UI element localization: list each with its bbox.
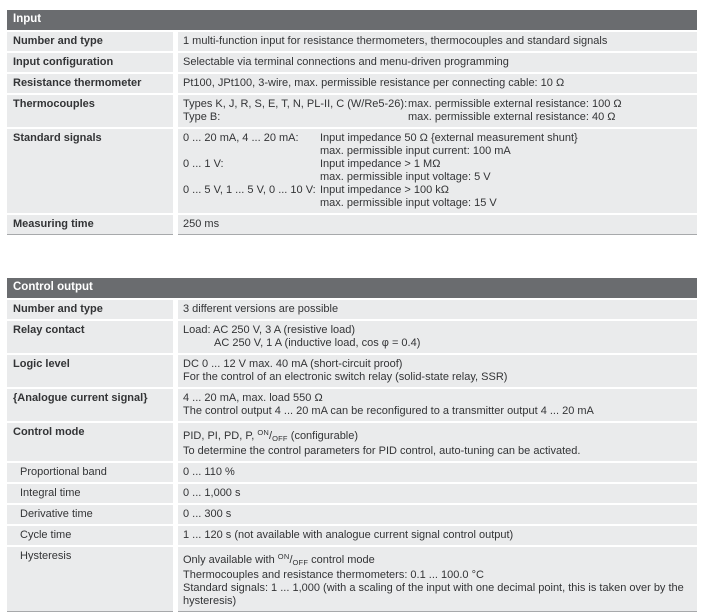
signal-group <box>183 184 692 210</box>
row-label: Control mode <box>7 423 173 461</box>
row-label: Logic level <box>7 355 173 387</box>
row-label: Hysteresis <box>7 547 173 612</box>
control-mode-prefix: PID, PI, PD, P, <box>183 430 258 442</box>
on-off-slash: / <box>289 554 293 566</box>
signal-spec-line: Input impedance 50 Ω {external measurement shunt} <box>320 132 578 144</box>
row-label: Proportional band <box>7 463 173 482</box>
signal-spec-line: max. permissible input voltage: 15 V <box>320 197 497 209</box>
row-input-configuration <box>7 53 697 72</box>
row-value: 0 ... 110 % <box>178 463 697 482</box>
row-value: 1 ... 120 s (not available with analogue current signal control output) <box>178 526 697 545</box>
signal-spec-line: Input impedance > 1 MΩ <box>320 158 441 170</box>
row-standard-signals <box>7 129 697 213</box>
signal-spec-line: max. permissible input voltage: 5 V <box>320 171 491 183</box>
control-output-table-header <box>7 278 697 298</box>
row-value: 0 ... 1,000 s <box>178 484 697 503</box>
row-resistance-thermometer <box>7 74 697 93</box>
row-label: Thermocouples <box>7 95 173 127</box>
thermocouple-resistance: max. permissible external resistance: 40 Ω <box>408 111 616 123</box>
row-value <box>178 547 697 612</box>
signal-group <box>183 132 692 158</box>
signal-spec-line: Input impedance > 100 kΩ <box>320 184 450 196</box>
relay-load-line: Load: AC 250 V, 3 A (resistive load) <box>183 324 356 336</box>
thermocouple-types: Type B: <box>183 111 221 123</box>
row-integral-time <box>7 484 697 503</box>
row-value <box>178 389 697 421</box>
thermocouple-line <box>183 111 692 124</box>
hysteresis-line <box>183 550 692 569</box>
row-value <box>178 95 697 127</box>
row-number-and-type <box>7 32 697 51</box>
row-control-mode <box>7 423 697 461</box>
row-relay-contact <box>7 321 697 353</box>
row-value: 250 ms <box>178 215 697 235</box>
row-value: Selectable via terminal connections and menu-driven programming <box>178 53 697 72</box>
row-label: Number and type <box>7 300 173 319</box>
signal-range: 0 ... 5 V, 1 ... 5 V, 0 ... 10 V: <box>183 184 316 196</box>
row-value <box>178 321 697 353</box>
row-value: 1 multi-function input for resistance thermometers, thermocouples and standard signals <box>178 32 697 51</box>
off-subscript: OFF <box>292 558 309 567</box>
control-mode-line <box>183 426 692 445</box>
signal-range: 0 ... 1 V: <box>183 158 224 170</box>
signal-group <box>183 158 692 184</box>
on-superscript: ON <box>257 428 270 437</box>
hysteresis-line: Standard signals: 1 ... 1,000 (with a scaling of the input with one decimal point, this is taken over by the hysteresis) <box>183 582 684 607</box>
row-label: Standard signals <box>7 129 173 213</box>
logic-level-line: For the control of an electronic switch relay (solid-state relay, SSR) <box>183 371 508 383</box>
row-label: Input configuration <box>7 53 173 72</box>
signal-range: 0 ... 20 mA, 4 ... 20 mA: <box>183 132 299 144</box>
row-value: Pt100, JPt100, 3-wire, max. permissible resistance per connecting cable: 10 Ω <box>178 74 697 93</box>
signal-specs <box>320 158 692 184</box>
analogue-signal-line: 4 ... 20 mA, max. load 550 Ω <box>183 392 323 404</box>
control-mode-line: To determine the control parameters for PID control, auto-tuning can be activated. <box>183 445 581 457</box>
row-measuring-time <box>7 215 697 235</box>
hysteresis-prefix: Only available with <box>183 554 278 566</box>
control-mode-suffix: (configurable) <box>287 430 359 442</box>
on-superscript: ON <box>277 552 290 561</box>
row-label: Number and type <box>7 32 173 51</box>
row-label: Measuring time <box>7 215 173 235</box>
row-derivative-time <box>7 505 697 524</box>
signal-specs <box>320 184 692 210</box>
row-proportional-band <box>7 463 697 482</box>
row-label: Cycle time <box>7 526 173 545</box>
on-off-slash: / <box>269 430 273 442</box>
row-value: 3 different versions are possible <box>178 300 697 319</box>
logic-level-line: DC 0 ... 12 V max. 40 mA (short-circuit proof) <box>183 358 403 370</box>
row-label: Integral time <box>7 484 173 503</box>
row-hysteresis <box>7 547 697 612</box>
row-label: Resistance thermometer <box>7 74 173 93</box>
row-value <box>178 355 697 387</box>
hysteresis-line: Thermocouples and resistance thermometers: 0.1 ... 100.0 °C <box>183 569 484 581</box>
control-output-spec-table <box>7 278 697 612</box>
input-spec-table <box>7 10 697 235</box>
thermocouple-line <box>183 98 692 111</box>
input-table-header <box>7 10 697 30</box>
row-cycle-time <box>7 526 697 545</box>
row-number-and-type <box>7 300 697 319</box>
row-value: 0 ... 300 s <box>178 505 697 524</box>
off-subscript: OFF <box>272 434 288 443</box>
row-analogue-current-signal <box>7 389 697 421</box>
relay-load-line: AC 250 V, 1 A (inductive load, cos φ = 0.4) <box>214 337 421 349</box>
input-table-title: Input <box>13 13 42 25</box>
row-label: Relay contact <box>7 321 173 353</box>
hysteresis-suffix: control mode <box>308 554 375 566</box>
row-value <box>178 129 697 213</box>
signal-specs <box>320 132 692 158</box>
row-label: Derivative time <box>7 505 173 524</box>
analogue-signal-line: The control output 4 ... 20 mA can be reconfigured to a transmitter output 4 ... 20 mA <box>183 405 594 417</box>
row-thermocouples <box>7 95 697 127</box>
control-output-table-title: Control output <box>13 281 93 293</box>
signal-spec-line: max. permissible input current: 100 mA <box>320 145 511 157</box>
thermocouple-resistance: max. permissible external resistance: 100 Ω <box>408 98 622 110</box>
row-logic-level <box>7 355 697 387</box>
row-value <box>178 423 697 461</box>
row-label: {Analogue current signal} <box>7 389 173 421</box>
thermocouple-types: Types K, J, R, S, E, T, N, PL-II, C (W/Re5-26): <box>183 98 408 110</box>
